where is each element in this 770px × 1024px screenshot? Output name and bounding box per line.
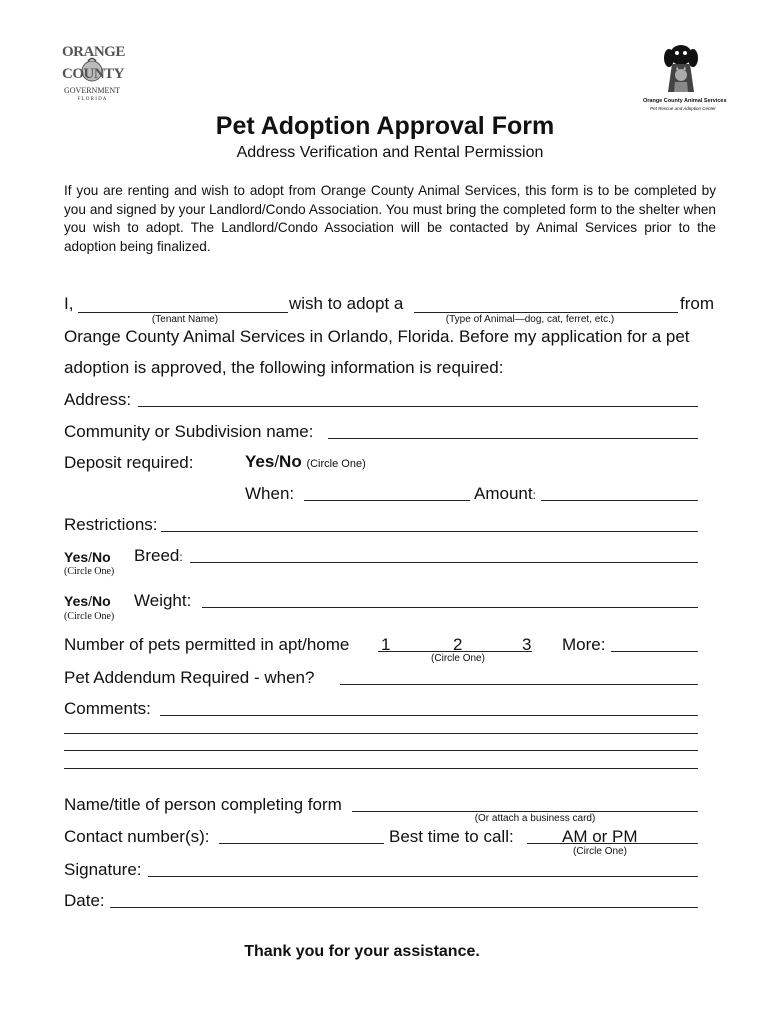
weight-yes-no[interactable] [64, 593, 111, 609]
pets-circle-one: (Circle One) [431, 653, 485, 664]
weight-circle-one: (Circle One) [64, 611, 115, 622]
pets-option-3[interactable]: 3 [522, 635, 532, 654]
comments-label: Comments: [64, 699, 151, 718]
am-pm-options[interactable]: AM or PM [562, 827, 638, 846]
pets-option-1[interactable]: 1 [381, 635, 391, 654]
breed-circle-one: (Circle One) [64, 566, 115, 577]
weight-slash: / [88, 593, 93, 609]
weight-no-option[interactable]: No [92, 593, 111, 609]
more-label: More: [562, 635, 606, 654]
statement-wish: wish to adopt a [289, 294, 404, 313]
deposit-yes-option[interactable]: Yes [245, 452, 275, 471]
pets-permitted-label: Number of pets permitted in apt/home [64, 635, 350, 654]
closing-thank-you: Thank you for your assistance. [244, 943, 480, 960]
contact-field[interactable] [219, 843, 384, 844]
amount-text: Amount [474, 484, 533, 503]
comments-field-line-4[interactable] [64, 768, 698, 769]
comments-field-line-2[interactable] [64, 733, 698, 734]
date-field[interactable] [110, 907, 698, 908]
name-title-field[interactable] [352, 811, 698, 812]
breed-no-option[interactable]: No [92, 549, 111, 565]
amount-colon: : [532, 488, 536, 502]
more-field[interactable] [611, 651, 698, 652]
animal-type-caption: (Type of Animal—dog, cat, ferret, etc.) [445, 314, 615, 325]
logo-word-florida: F L O R I D A [77, 97, 107, 102]
page-subtitle: Address Verification and Rental Permission [236, 144, 544, 161]
breed-yes-no[interactable] [64, 549, 111, 565]
contact-label: Contact number(s): [64, 827, 210, 846]
animal-services-logo [643, 42, 727, 114]
when-label: When: [245, 484, 295, 503]
statement-line-2: Orange County Animal Services in Orlando, Florida. Before my application for a pet [64, 327, 690, 346]
intro-paragraph: If you are renting and wish to adopt from Orange County Animal Services, this form is to be completed by you and signed by your Landlord/Condo Association. You must bring the completed form to the shelter when you wish to adopt. The Landlord/Condo Association will be contacted by Animal Services prior to the adoption being finalized. [64, 183, 716, 254]
statement-from: from [680, 294, 714, 313]
dog-cat-icon [648, 42, 718, 98]
tenant-name-caption: (Tenant Name) [151, 314, 219, 325]
deposit-circle-one: (Circle One) [306, 458, 366, 470]
community-field[interactable] [328, 438, 698, 439]
restrictions-label: Restrictions: [64, 515, 158, 534]
weight-field[interactable] [202, 607, 698, 608]
statement-line-3: adoption is approved, the following information is required: [64, 358, 504, 377]
deposit-label: Deposit required: [64, 453, 194, 472]
community-label: Community or Subdivision name: [64, 422, 314, 441]
comments-field-line-1[interactable] [160, 715, 698, 716]
breed-text: Breed [134, 546, 180, 565]
tenant-name-field[interactable] [78, 312, 288, 313]
page-title: Pet Adoption Approval Form [215, 112, 555, 140]
deposit-no-option[interactable]: No [279, 452, 302, 471]
breed-yes-option[interactable]: Yes [64, 549, 89, 565]
logo-word-government: GOVERNMENT [64, 86, 120, 95]
address-label: Address: [64, 390, 132, 409]
signature-label: Signature: [64, 860, 142, 879]
weight-yes-option[interactable]: Yes [64, 593, 89, 609]
animal-type-field[interactable] [414, 312, 678, 313]
orange-county-logo [62, 44, 125, 106]
address-field[interactable] [138, 406, 698, 407]
signature-field[interactable] [148, 876, 698, 877]
breed-field[interactable] [190, 562, 698, 563]
restrictions-field[interactable] [161, 531, 698, 532]
deposit-yes-no[interactable] [245, 452, 366, 472]
am-pm-circle-one: (Circle One) [573, 846, 627, 857]
comments-field-line-3[interactable] [64, 750, 698, 751]
breed-label [134, 546, 183, 566]
breed-slash: / [88, 549, 93, 565]
date-label: Date: [64, 891, 105, 910]
best-time-label: Best time to call: [389, 827, 514, 846]
pets-option-2[interactable]: 2 [453, 635, 463, 654]
amount-field[interactable] [541, 500, 698, 501]
weight-label: Weight: [134, 591, 192, 610]
breed-colon: : [179, 550, 183, 564]
deposit-slash: / [274, 452, 280, 471]
addendum-field[interactable] [340, 684, 698, 685]
animal-services-name: Orange County Animal Services [643, 98, 727, 104]
animal-services-tagline: Pet Rescue and Adoption Center [650, 106, 716, 111]
amount-label [474, 484, 536, 504]
logo-word-county: COUNTY [62, 66, 125, 82]
business-card-caption: (Or attach a business card) [474, 813, 596, 824]
statement-i: I, [64, 294, 74, 313]
logo-word-orange: ORANGE [62, 44, 125, 60]
addendum-label: Pet Addendum Required - when? [64, 668, 315, 687]
name-title-label: Name/title of person completing form [64, 795, 342, 814]
when-field[interactable] [304, 500, 470, 501]
